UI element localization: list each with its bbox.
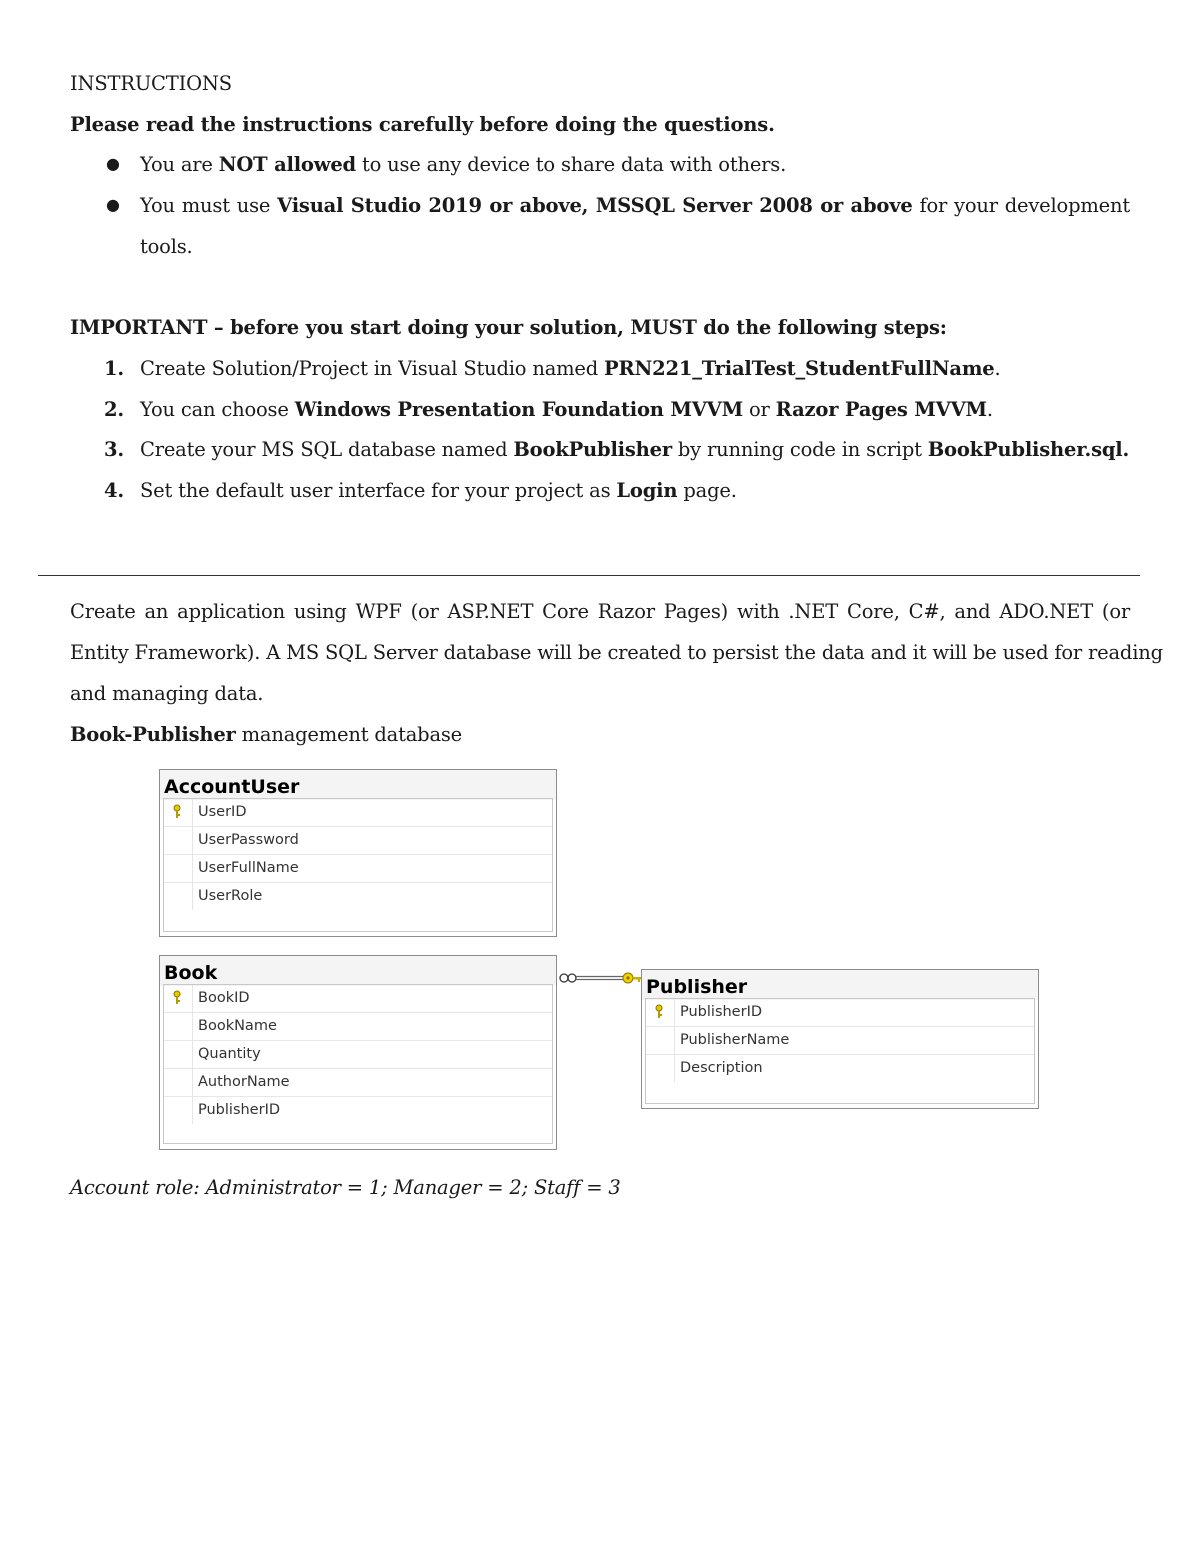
table-row[interactable]: [164, 855, 552, 883]
key-cell: [164, 827, 193, 854]
bullet-2-continued: tools.: [140, 235, 193, 258]
table-book[interactable]: [159, 955, 557, 1150]
field-name: UserPassword: [198, 832, 299, 848]
step-number: 1.: [104, 357, 124, 380]
key-cell: [646, 1055, 675, 1082]
table-fields: [163, 984, 553, 1144]
table-row[interactable]: [164, 985, 552, 1013]
database-caption: Book-Publisher management database: [70, 723, 463, 746]
step-number: 3.: [104, 438, 124, 461]
instructions-heading: INSTRUCTIONS: [70, 72, 232, 95]
table-title: AccountUser: [160, 770, 556, 800]
key-cell: [164, 799, 193, 826]
table-row[interactable]: [164, 827, 552, 855]
description-line-3: and managing data.: [70, 682, 264, 705]
field-name: PublisherName: [680, 1032, 790, 1048]
description-line-1: Create an application using WPF (or ASP.NET Core Razor Pages) with .NET Core, C#, and ADO.NET (or: [70, 600, 1130, 623]
key-cell: [164, 855, 193, 882]
step-4: Set the default user interface for your project as Login page.: [140, 479, 737, 502]
one-end-key-icon: [623, 973, 642, 983]
primary-key-icon: [172, 990, 182, 1006]
bullet-2: You must use Visual Studio 2019 or above, MSSQL Server 2008 or above for your development: [140, 194, 1130, 217]
table-fields: [163, 798, 553, 932]
table-row[interactable]: [646, 1055, 1034, 1082]
account-roles: Account role: Administrator = 1; Manager = 2; Staff = 3: [70, 1176, 621, 1199]
step-3: Create your MS SQL database named BookPublisher by running code in script BookPublisher.sql.: [140, 438, 1130, 461]
step-1: Create Solution/Project in Visual Studio named PRN221_TrialTest_StudentFullName.: [140, 357, 1001, 380]
table-title: Publisher: [642, 970, 1038, 1000]
field-name: Description: [680, 1060, 763, 1076]
bullet-dot: ●: [106, 154, 120, 173]
important-heading: IMPORTANT – before you start doing your solution, MUST do the following steps:: [70, 316, 947, 339]
field-name: UserID: [198, 804, 247, 820]
field-name: BookID: [198, 990, 250, 1006]
table-row[interactable]: [164, 883, 552, 910]
table-row[interactable]: [164, 1013, 552, 1041]
field-name: UserRole: [198, 888, 263, 904]
primary-key-icon: [654, 1004, 664, 1020]
field-name: UserFullName: [198, 860, 299, 876]
step-number: 4.: [104, 479, 124, 502]
read-note: Please read the instructions carefully before doing the questions.: [70, 113, 775, 136]
key-cell: [164, 1097, 193, 1124]
horizontal-divider: [38, 575, 1140, 576]
field-name: Quantity: [198, 1046, 261, 1062]
field-name: PublisherID: [198, 1102, 281, 1118]
bullet-1: You are NOT allowed to use any device to share data with others.: [140, 153, 787, 176]
description-line-2: Entity Framework). A MS SQL Server database will be created to persist the data and it will be used for reading: [70, 641, 1163, 664]
field-name: AuthorName: [198, 1074, 290, 1090]
step-number: 2.: [104, 398, 124, 421]
primary-key-icon: [172, 804, 182, 820]
table-accountuser[interactable]: [159, 769, 557, 937]
bullet-dot: ●: [106, 195, 120, 214]
table-publisher[interactable]: [641, 969, 1039, 1109]
table-row[interactable]: [164, 799, 552, 827]
key-cell: [164, 1041, 193, 1068]
table-row[interactable]: [164, 1069, 552, 1097]
table-row[interactable]: [646, 999, 1034, 1027]
field-name: PublisherID: [680, 1004, 763, 1020]
many-end-icon: [560, 974, 576, 982]
table-title: Book: [160, 956, 556, 986]
key-cell: [164, 1069, 193, 1096]
table-row[interactable]: [164, 1041, 552, 1069]
field-name: BookName: [198, 1018, 277, 1034]
key-cell: [646, 1027, 675, 1054]
key-cell: [164, 1013, 193, 1040]
relationship-connector[interactable]: [556, 966, 644, 990]
table-row[interactable]: [646, 1027, 1034, 1055]
key-cell: [164, 985, 193, 1012]
table-row[interactable]: [164, 1097, 552, 1124]
step-2: You can choose Windows Presentation Foundation MVVM or Razor Pages MVVM.: [140, 398, 993, 421]
table-fields: [645, 998, 1035, 1104]
key-cell: [164, 883, 193, 910]
key-cell: [646, 999, 675, 1026]
